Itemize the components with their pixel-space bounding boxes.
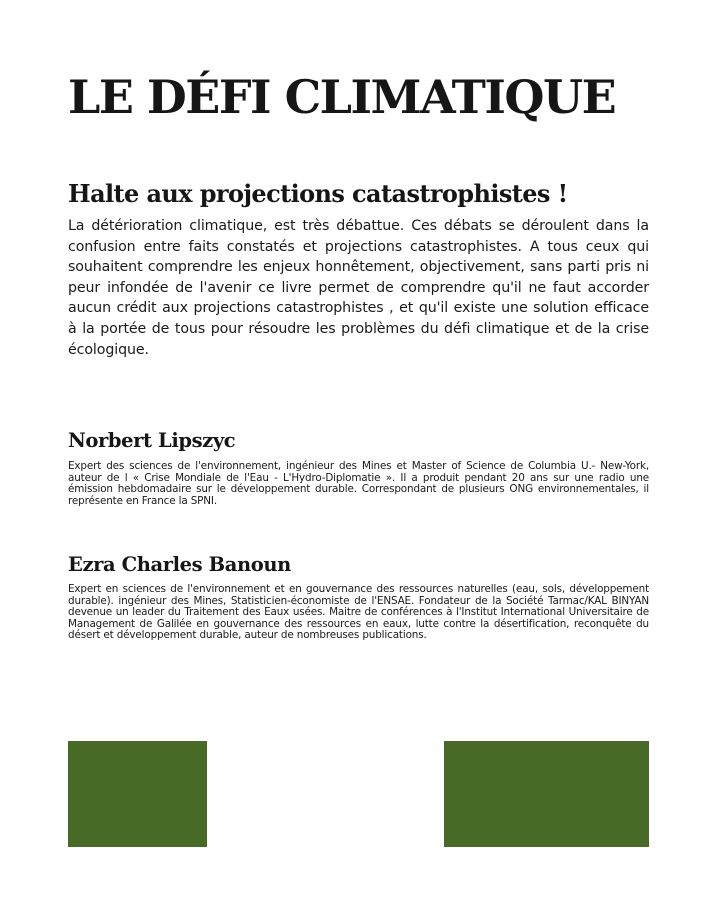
author-bio-2: Expert en sciences de l'environnement et en gouvernance des ressources naturelles (eau, sols, développement durable). ingénieur des Mines, Statisticien-économiste de l'ENSAE. Fondateur de la Société Tarmac/KAL BINYAN devenue un leader du Traitement des Eaux usées. Maitre de conférences à l'Institut International Universitaire de Management de Galilée en gouvernance des ressources en eaux, lutte contre la désertification, reconquête du désert et développement durable, auteur de nombreuses publications. <box>68 583 649 642</box>
intro-paragraph: La détérioration climatique, est très débattue. Ces débats se déroulent dans la confusion entre faits constatés et projections catastrophistes. A tous ceux qui souhaitent comprendre les enjeux honnêtement, objectivement, sans parti pris ni peur infondée de l'avenir ce livre permet de comprendre qu'il ne faut accorder aucun crédit aux projections catastrophistes , et qu'il existe une solution efficace à la portée de tous pour résoudre les problèmes du défi climatique et de la crise écologique. <box>68 218 649 358</box>
author-name-2: Ezra Charles Banoun <box>68 553 291 576</box>
book-title: LE DÉFI CLIMATIQUE <box>68 70 616 124</box>
green-block-left <box>68 741 207 847</box>
author-bio-1: Expert des sciences de l'environnement, ingénieur des Mines et Master of Science de Columbia U.- New-York, auteur de l « Crise Mondiale de l'Eau - L'Hydro-Diplomatie ». Il a produit pendant 20 ans sur une radio une émission hebdomadaire sur le développement durable. Correspondant de plusieurs ONG environnementales, il représente en France la SPNI. <box>68 460 649 507</box>
green-block-right <box>444 741 649 847</box>
book-subtitle: Halte aux projections catastrophistes ! <box>68 179 568 208</box>
author-name-1: Norbert Lipszyc <box>68 429 236 452</box>
